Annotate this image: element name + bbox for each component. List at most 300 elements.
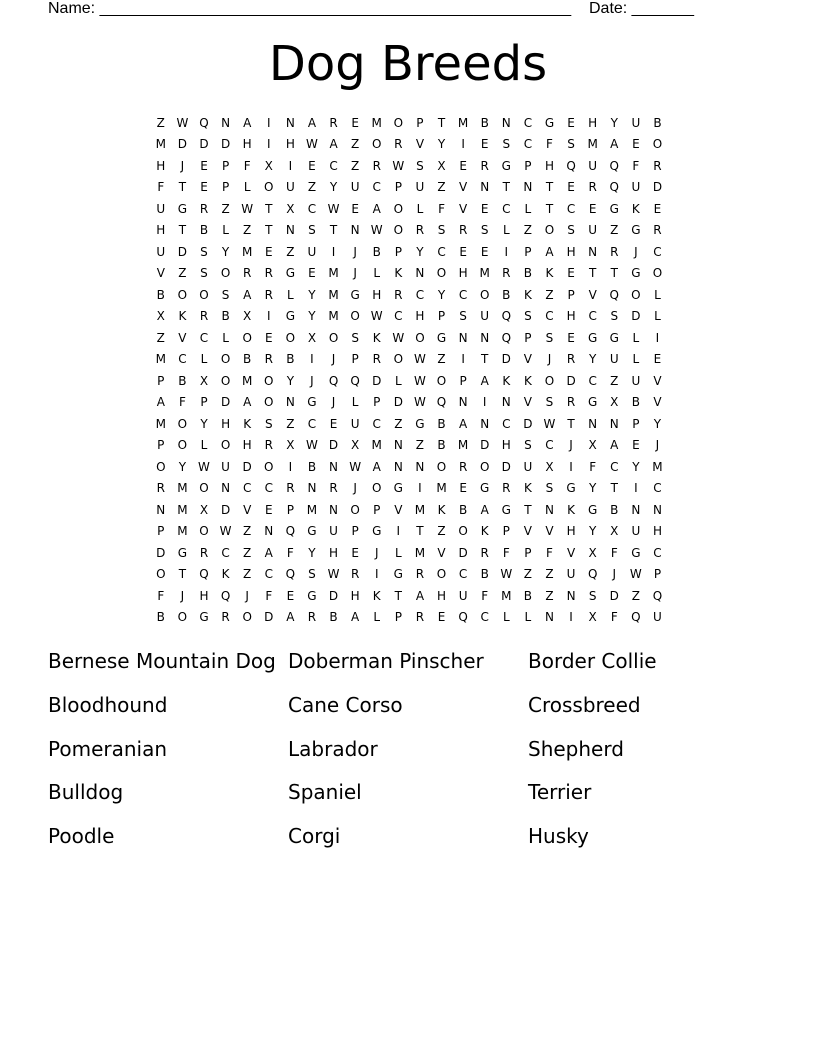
grid-letter[interactable]: L [394,373,402,388]
grid-letter[interactable]: I [569,610,573,625]
grid-letter[interactable]: D [328,588,339,603]
grid-letter[interactable]: L [502,610,510,625]
grid-letter[interactable]: O [199,524,209,539]
grid-letter[interactable]: J [331,352,336,367]
grid-letter[interactable]: N [285,115,295,130]
grid-letter[interactable]: Z [394,416,403,431]
grid-letter[interactable]: N [329,502,339,517]
grid-letter[interactable]: A [243,287,252,302]
grid-letter[interactable]: J [180,158,185,173]
grid-letter[interactable]: G [177,545,188,560]
grid-letter[interactable]: J [547,352,552,367]
grid-letter[interactable]: E [632,438,640,453]
grid-letter[interactable]: R [286,481,295,496]
grid-letter[interactable]: A [243,395,252,410]
grid-letter[interactable]: T [545,180,554,195]
grid-letter[interactable]: P [524,158,532,173]
grid-letter[interactable]: G [588,330,598,345]
grid-letter[interactable]: M [436,481,447,496]
grid-letter[interactable]: K [523,287,532,302]
grid-letter[interactable]: U [631,115,641,130]
grid-letter[interactable]: Q [458,610,468,625]
grid-letter[interactable]: Y [308,287,316,302]
grid-letter[interactable]: V [459,180,468,195]
grid-letter[interactable]: N [415,266,425,281]
grid-letter[interactable]: S [545,481,554,496]
grid-letter[interactable]: R [264,287,273,302]
grid-letter[interactable]: U [631,524,641,539]
grid-letter[interactable]: W [392,158,405,173]
grid-letter[interactable]: G [350,287,360,302]
grid-letter[interactable]: T [610,266,618,281]
grid-letter[interactable]: I [288,158,293,173]
grid-letter[interactable]: N [458,395,468,410]
grid-letter[interactable]: W [349,459,362,474]
grid-letter[interactable]: Z [631,588,640,603]
grid-letter[interactable]: L [243,180,251,195]
grid-letter[interactable]: E [480,201,489,216]
grid-letter[interactable]: O [436,373,447,388]
name-blank[interactable]: _____________________________________________________ [99,0,572,17]
grid-letter[interactable]: M [414,545,426,560]
grid-letter[interactable]: F [610,610,618,625]
grid-letter[interactable]: N [329,459,339,474]
grid-letter[interactable]: B [631,395,640,410]
grid-letter[interactable]: J [634,244,638,259]
grid-letter[interactable]: X [545,459,554,474]
grid-letter[interactable]: R [480,158,489,173]
grid-letter[interactable]: G [199,610,209,625]
grid-letter[interactable]: O [220,373,231,388]
grid-letter[interactable]: N [221,115,231,130]
grid-letter[interactable]: R [458,459,468,474]
grid-letter[interactable]: G [177,201,188,216]
grid-letter[interactable]: I [374,567,379,582]
grid-letter[interactable]: Q [328,373,339,388]
grid-letter[interactable]: H [350,588,360,603]
grid-letter[interactable]: G [285,266,296,281]
grid-letter[interactable]: Z [243,524,252,539]
grid-letter[interactable]: K [372,588,381,603]
grid-letter[interactable]: R [307,610,317,625]
grid-letter[interactable]: W [629,567,642,582]
grid-letter[interactable]: U [221,459,230,474]
grid-letter[interactable]: U [458,588,468,603]
grid-letter[interactable]: D [631,309,641,324]
grid-letter[interactable]: B [307,459,317,474]
grid-letter[interactable]: M [328,287,339,302]
grid-letter[interactable]: A [351,610,360,625]
grid-letter[interactable]: Q [501,330,512,345]
grid-letter[interactable]: Z [243,545,252,560]
grid-letter[interactable]: V [653,395,662,410]
grid-letter[interactable]: I [461,352,465,367]
grid-letter[interactable]: N [480,330,490,345]
grid-letter[interactable]: H [566,244,576,259]
grid-letter[interactable]: E [264,330,273,345]
grid-letter[interactable]: Y [653,416,662,431]
grid-letter[interactable]: X [286,201,295,216]
grid-letter[interactable]: G [480,481,490,496]
grid-letter[interactable]: N [393,438,403,453]
grid-letter[interactable]: P [459,373,467,388]
grid-letter[interactable]: Y [308,309,316,324]
grid-letter[interactable]: H [566,309,576,324]
grid-letter[interactable]: L [524,610,532,625]
grid-letter[interactable]: P [524,330,532,345]
grid-letter[interactable]: R [372,352,381,367]
grid-letter[interactable]: L [373,266,381,281]
grid-letter[interactable]: O [350,309,360,324]
grid-letter[interactable]: Z [156,115,165,130]
grid-letter[interactable]: R [199,309,209,324]
grid-letter[interactable]: R [502,481,511,496]
grid-letter[interactable]: F [546,137,553,152]
grid-letter[interactable]: R [243,266,252,281]
grid-letter[interactable]: U [588,158,598,173]
grid-letter[interactable]: Q [609,287,619,302]
grid-letter[interactable]: C [199,330,209,345]
grid-letter[interactable]: U [609,352,619,367]
grid-letter[interactable]: D [372,373,382,388]
grid-letter[interactable]: Z [610,223,619,238]
grid-letter[interactable]: P [157,524,165,539]
grid-letter[interactable]: B [653,115,662,130]
grid-letter[interactable]: O [242,610,252,625]
grid-letter[interactable]: K [631,201,640,216]
grid-letter[interactable]: S [264,416,273,431]
grid-letter[interactable]: M [479,266,490,281]
grid-letter[interactable]: R [264,438,273,453]
grid-letter[interactable]: Q [566,158,576,173]
grid-letter[interactable]: B [199,223,209,238]
grid-letter[interactable]: E [437,610,446,625]
grid-letter[interactable]: C [264,567,273,582]
grid-letter[interactable]: G [307,524,317,539]
grid-letter[interactable]: E [351,545,359,560]
grid-letter[interactable]: C [394,309,403,324]
grid-letter[interactable]: Y [589,481,597,496]
grid-letter[interactable]: X [588,545,597,560]
grid-letter[interactable]: I [288,459,293,474]
grid-letter[interactable]: Q [199,115,209,130]
grid-letter[interactable]: P [351,352,359,367]
grid-letter[interactable]: R [588,180,597,195]
grid-letter[interactable]: Z [610,373,619,388]
grid-letter[interactable]: S [221,287,230,302]
grid-letter[interactable]: B [523,588,532,603]
grid-letter[interactable]: R [653,158,662,173]
grid-letter[interactable]: R [415,610,425,625]
grid-letter[interactable]: A [459,416,468,431]
grid-letter[interactable]: O [415,330,425,345]
grid-letter[interactable]: B [523,266,532,281]
grid-letter[interactable]: P [567,287,575,302]
grid-letter[interactable]: C [242,481,252,496]
grid-letter[interactable]: E [653,352,662,367]
grid-letter[interactable]: V [178,330,187,345]
grid-letter[interactable]: N [350,223,360,238]
grid-letter[interactable]: M [328,309,339,324]
grid-letter[interactable]: R [221,610,230,625]
grid-letter[interactable]: O [631,287,641,302]
grid-letter[interactable]: T [394,588,402,603]
grid-letter[interactable]: T [589,266,597,281]
grid-letter[interactable]: T [178,180,187,195]
grid-letter[interactable]: K [394,266,403,281]
grid-letter[interactable]: G [372,524,382,539]
grid-letter[interactable]: U [307,244,317,259]
grid-letter[interactable]: H [544,158,554,173]
grid-letter[interactable]: Y [178,459,187,474]
grid-letter[interactable]: P [286,502,294,517]
grid-letter[interactable]: A [545,244,554,259]
grid-letter[interactable]: S [545,330,554,345]
grid-letter[interactable]: K [523,481,532,496]
grid-letter[interactable]: X [610,524,619,539]
grid-letter[interactable]: C [545,309,554,324]
grid-letter[interactable]: N [221,481,231,496]
grid-letter[interactable]: M [155,352,166,367]
grid-letter[interactable]: O [372,481,382,496]
grid-letter[interactable]: S [351,330,359,345]
grid-letter[interactable]: O [177,287,188,302]
grid-letter[interactable]: I [569,459,573,474]
grid-letter[interactable]: X [286,438,295,453]
grid-letter[interactable]: N [609,416,619,431]
grid-letter[interactable]: L [502,223,510,238]
grid-letter[interactable]: L [654,287,661,302]
date-blank[interactable]: _______ [631,0,694,17]
grid-letter[interactable]: B [372,244,381,259]
grid-letter[interactable]: S [567,137,575,152]
grid-letter[interactable]: O [458,524,468,539]
grid-letter[interactable]: E [286,588,295,603]
grid-letter[interactable]: D [242,459,252,474]
grid-letter[interactable]: B [437,438,446,453]
grid-letter[interactable]: B [610,502,619,517]
grid-letter[interactable]: S [610,309,619,324]
grid-letter[interactable]: C [653,481,662,496]
grid-letter[interactable]: A [610,137,619,152]
grid-letter[interactable]: Q [285,524,296,539]
grid-letter[interactable]: Y [416,244,424,259]
grid-letter[interactable]: F [546,545,553,560]
grid-letter[interactable]: C [545,438,554,453]
grid-letter[interactable]: Y [286,373,295,388]
grid-letter[interactable]: H [372,287,382,302]
grid-letter[interactable]: T [178,223,187,238]
grid-letter[interactable]: D [523,416,533,431]
grid-letter[interactable]: A [264,545,273,560]
grid-letter[interactable]: B [156,610,165,625]
grid-letter[interactable]: T [545,201,554,216]
grid-letter[interactable]: H [285,137,295,152]
grid-letter[interactable]: T [178,567,187,582]
grid-letter[interactable]: F [610,545,618,560]
grid-letter[interactable]: R [566,352,576,367]
grid-letter[interactable]: B [243,352,252,367]
grid-letter[interactable]: I [396,524,401,539]
grid-letter[interactable]: V [459,201,468,216]
grid-letter[interactable]: J [331,395,336,410]
grid-letter[interactable]: I [266,137,271,152]
grid-letter[interactable]: N [480,180,490,195]
grid-letter[interactable]: W [327,567,340,582]
grid-letter[interactable]: O [264,180,274,195]
grid-letter[interactable]: E [653,201,662,216]
grid-letter[interactable]: M [501,588,512,603]
grid-letter[interactable]: M [241,244,253,259]
grid-letter[interactable]: O [220,266,231,281]
grid-letter[interactable]: F [286,545,294,560]
grid-letter[interactable]: D [156,545,166,560]
grid-letter[interactable]: Z [437,180,446,195]
grid-letter[interactable]: F [157,588,165,603]
grid-letter[interactable]: F [178,395,186,410]
grid-letter[interactable]: Y [589,524,597,539]
grid-letter[interactable]: M [177,524,188,539]
grid-letter[interactable]: E [632,137,640,152]
grid-letter[interactable]: Q [501,309,512,324]
grid-letter[interactable]: X [437,158,446,173]
grid-letter[interactable]: V [415,137,425,152]
grid-letter[interactable]: D [220,395,231,410]
grid-letter[interactable]: V [545,524,554,539]
grid-letter[interactable]: Z [545,588,554,603]
grid-letter[interactable]: O [199,481,209,496]
grid-letter[interactable]: T [416,524,424,539]
grid-letter[interactable]: A [307,115,317,130]
grid-letter[interactable]: R [264,352,273,367]
grid-letter[interactable]: Z [307,180,317,195]
grid-letter[interactable]: W [413,373,426,388]
grid-letter[interactable]: O [479,459,490,474]
grid-letter[interactable]: E [480,137,489,152]
grid-letter[interactable]: G [631,266,641,281]
grid-letter[interactable]: V [156,266,165,281]
grid-letter[interactable]: N [307,481,317,496]
grid-letter[interactable]: O [220,438,231,453]
grid-letter[interactable]: E [351,201,359,216]
grid-letter[interactable]: C [566,201,576,216]
grid-letter[interactable]: G [285,309,296,324]
grid-letter[interactable]: P [351,524,359,539]
grid-letter[interactable]: Q [609,180,619,195]
grid-letter[interactable]: N [544,610,554,625]
grid-letter[interactable]: P [502,524,510,539]
grid-letter[interactable]: Z [523,567,532,582]
grid-letter[interactable]: Z [545,287,554,302]
grid-letter[interactable]: C [372,180,381,195]
grid-letter[interactable]: N [285,395,295,410]
grid-letter[interactable]: H [329,545,339,560]
grid-letter[interactable]: W [500,567,513,582]
grid-letter[interactable]: T [437,115,446,130]
grid-letter[interactable]: N [631,502,641,517]
grid-letter[interactable]: E [480,244,489,259]
grid-letter[interactable]: H [199,588,209,603]
grid-letter[interactable]: E [459,158,467,173]
grid-letter[interactable]: Z [415,438,425,453]
grid-letter[interactable]: M [457,438,469,453]
grid-letter[interactable]: N [501,115,511,130]
grid-letter[interactable]: Q [609,158,619,173]
grid-letter[interactable]: Y [308,545,316,560]
grid-letter[interactable]: G [631,223,641,238]
grid-letter[interactable]: Q [631,610,641,625]
grid-letter[interactable]: Z [243,567,252,582]
grid-letter[interactable]: K [523,373,532,388]
grid-letter[interactable]: C [523,115,533,130]
grid-letter[interactable]: D [652,180,663,195]
grid-letter[interactable]: O [264,395,274,410]
grid-letter[interactable]: L [654,309,661,324]
grid-letter[interactable]: H [415,309,425,324]
grid-letter[interactable]: Q [199,567,209,582]
grid-letter[interactable]: G [544,115,555,130]
grid-letter[interactable]: H [242,137,252,152]
grid-letter[interactable]: W [198,459,210,474]
grid-letter[interactable]: I [266,115,271,130]
grid-letter[interactable]: H [588,115,598,130]
grid-letter[interactable]: U [156,201,166,216]
grid-letter[interactable]: U [285,180,295,195]
grid-letter[interactable]: R [502,266,511,281]
grid-letter[interactable]: P [157,438,165,453]
grid-letter[interactable]: N [415,459,425,474]
grid-letter[interactable]: C [329,158,338,173]
grid-letter[interactable]: E [308,266,316,281]
grid-letter[interactable]: H [242,438,252,453]
grid-letter[interactable]: H [437,588,447,603]
grid-letter[interactable]: L [394,545,402,560]
grid-letter[interactable]: C [264,481,273,496]
grid-letter[interactable]: G [631,545,641,560]
grid-letter[interactable]: R [480,545,489,560]
grid-letter[interactable]: M [177,502,188,517]
grid-letter[interactable]: G [501,502,511,517]
grid-letter[interactable]: C [178,352,187,367]
grid-letter[interactable]: G [588,502,598,517]
grid-letter[interactable]: O [544,223,555,238]
grid-letter[interactable]: D [220,502,231,517]
grid-letter[interactable]: J [180,588,185,603]
grid-letter[interactable]: O [328,330,339,345]
grid-letter[interactable]: W [392,330,405,345]
grid-letter[interactable]: R [653,223,662,238]
grid-letter[interactable]: O [177,416,188,431]
grid-letter[interactable]: L [351,395,359,410]
grid-letter[interactable]: I [331,244,336,259]
grid-letter[interactable]: U [631,373,641,388]
grid-letter[interactable]: H [458,266,468,281]
grid-letter[interactable]: O [156,567,166,582]
grid-letter[interactable]: Q [350,373,360,388]
grid-letter[interactable]: D [501,352,511,367]
grid-letter[interactable]: P [373,502,381,517]
grid-letter[interactable]: H [156,223,166,238]
grid-letter[interactable]: Y [200,416,208,431]
grid-letter[interactable]: E [567,180,575,195]
grid-letter[interactable]: S [200,266,208,281]
grid-letter[interactable]: S [200,244,208,259]
grid-letter[interactable]: Z [545,567,554,582]
grid-letter[interactable]: J [612,567,617,582]
grid-letter[interactable]: O [393,201,404,216]
grid-letter[interactable]: N [501,395,511,410]
grid-letter[interactable]: A [286,610,295,625]
